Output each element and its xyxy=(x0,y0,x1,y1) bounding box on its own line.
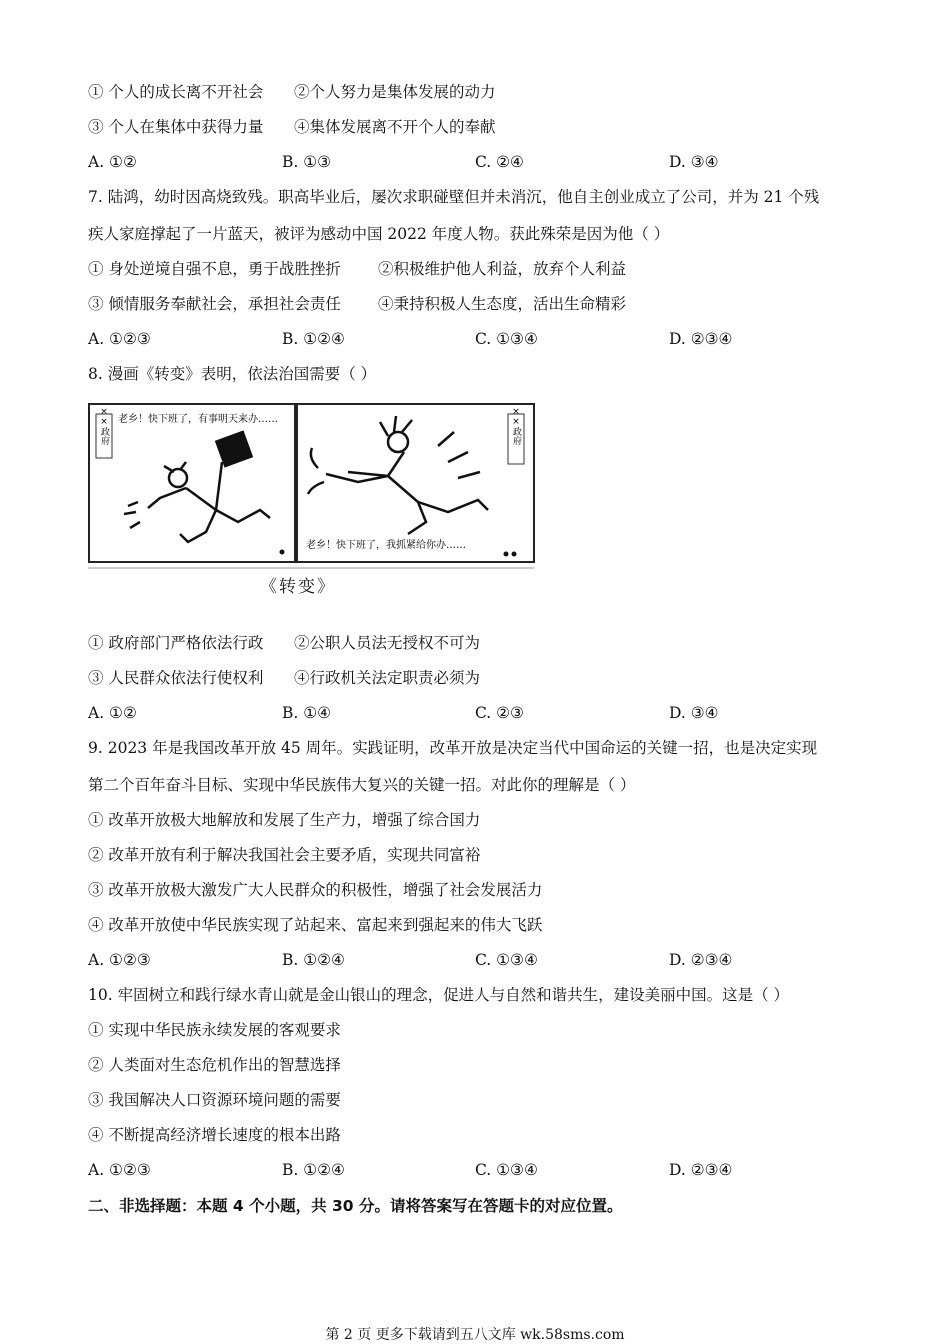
sign-left-text: ××政府 xyxy=(99,407,109,445)
q9-option-b[interactable]: B. ①②④ xyxy=(282,951,345,969)
q9-stem-line2: 第二个百年奋斗目标、实现中华民族伟大复兴的关键一招。对此你的理解是（ ） xyxy=(88,776,636,794)
q9-option-a[interactable]: A. ①②③ xyxy=(88,951,151,969)
q8-option-d[interactable]: D. ③④ xyxy=(669,704,719,722)
q6-statements-row1 xyxy=(88,82,868,102)
q8-options xyxy=(88,703,868,723)
q7-statements-row1 xyxy=(88,259,868,279)
q6-option-d[interactable]: D. ③④ xyxy=(669,153,719,171)
q8-statement-2: ②公职人员法无授权不可为 xyxy=(294,634,481,652)
q10-statement-1: ① 实现中华民族永续发展的客观要求 xyxy=(88,1021,341,1039)
q6-statement-4: ④集体发展离不开个人的奉献 xyxy=(294,118,496,136)
q7-statement-4: ④秉持积极人生态度，活出生命精彩 xyxy=(378,295,627,313)
q8-stem: 8. 漫画《转变》表明，依法治国需要（ ） xyxy=(88,365,377,383)
q10-statement-2: ② 人类面对生态危机作出的智慧选择 xyxy=(88,1056,341,1074)
q10-option-d[interactable]: D. ②③④ xyxy=(669,1161,733,1179)
q8-statements-row1 xyxy=(88,633,868,653)
q8-statement-1: ① 政府部门严格依法行政 xyxy=(88,634,264,652)
q7-stem-line2: 疾人家庭撑起了一片蓝天，被评为感动中国 2022 年度人物。获此殊荣是因为他（ ） xyxy=(88,225,670,243)
q7-option-c[interactable]: C. ①③④ xyxy=(475,330,538,348)
page-footer: 第 2 页 更多下载请到五八文库 wk.58sms.com xyxy=(325,1327,625,1343)
q10-option-b[interactable]: B. ①②④ xyxy=(282,1161,345,1179)
q10-option-a[interactable]: A. ①②③ xyxy=(88,1161,151,1179)
cartoon-caption: 《转变》 xyxy=(260,577,336,597)
q7-option-b[interactable]: B. ①②④ xyxy=(282,330,345,348)
q6-option-b[interactable]: B. ①③ xyxy=(282,153,332,171)
q9-statement-2: ② 改革开放有利于解决我国社会主要矛盾，实现共同富裕 xyxy=(88,846,481,864)
q7-statements-row2 xyxy=(88,294,868,314)
q7-option-d[interactable]: D. ②③④ xyxy=(669,330,733,348)
q6-option-a[interactable]: A. ①② xyxy=(88,153,137,171)
q9-statement-3: ③ 改革开放极大激发广大人民群众的积极性，增强了社会发展活力 xyxy=(88,881,543,899)
q6-statements-row2 xyxy=(88,117,868,137)
q7-statement-1: ① 身处逆境自强不息，勇于战胜挫折 xyxy=(88,260,341,278)
q10-options xyxy=(88,1160,868,1180)
q9-options xyxy=(88,950,868,970)
q10-statement-3: ③ 我国解决人口资源环境问题的需要 xyxy=(88,1091,341,1109)
section-2-heading: 二、非选择题：本题 4 个小题，共 30 分。请将答案写在答题卡的对应位置。 xyxy=(88,1197,623,1215)
q7-option-a[interactable]: A. ①②③ xyxy=(88,330,151,348)
q6-option-c[interactable]: C. ②④ xyxy=(475,153,524,171)
q8-statement-4: ④行政机关法定职责必须为 xyxy=(294,669,481,687)
q7-statement-3: ③ 倾情服务奉献社会，承担社会责任 xyxy=(88,295,341,313)
q10-stem: 10. 牢固树立和践行绿水青山就是金山银山的理念，促进人与自然和谐共生，建设美丽中国。这是（ ） xyxy=(88,986,790,1004)
sign-right-text: ××政府 xyxy=(511,407,521,445)
q6-statement-3: ③ 个人在集体中获得力量 xyxy=(88,118,264,136)
right-speech-text: 老乡！快下班了，我抓紧给你办…… xyxy=(306,540,466,551)
q9-option-c[interactable]: C. ①③④ xyxy=(475,951,538,969)
q10-statement-4: ④ 不断提高经济增长速度的根本出路 xyxy=(88,1126,341,1144)
q8-option-c[interactable]: C. ②③ xyxy=(475,704,524,722)
q9-option-d[interactable]: D. ②③④ xyxy=(669,951,733,969)
q7-options xyxy=(88,329,868,349)
q8-option-b[interactable]: B. ①④ xyxy=(282,704,332,722)
q7-statement-2: ②积极维护他人利益，放弃个人利益 xyxy=(378,260,627,278)
q9-statement-1: ① 改革开放极大地解放和发展了生产力，增强了综合国力 xyxy=(88,811,481,829)
q8-statement-3: ③ 人民群众依法行使权利 xyxy=(88,669,264,687)
q10-option-c[interactable]: C. ①③④ xyxy=(475,1161,538,1179)
cartoon-image xyxy=(88,402,536,598)
cartoon-panel-right xyxy=(297,404,534,562)
q9-stem-line1: 9. 2023 年是我国改革开放 45 周年。实践证明，改革开放是决定当代中国命运的关键一招，也是决定实现 xyxy=(88,739,818,757)
q6-options xyxy=(88,152,868,172)
q8-option-a[interactable]: A. ①② xyxy=(88,704,137,722)
q9-statement-4: ④ 改革开放使中华民族实现了站起来、富起来到强起来的伟大飞跃 xyxy=(88,916,543,934)
q6-statement-2: ②个人努力是集体发展的动力 xyxy=(294,83,496,101)
q7-stem-line1: 7. 陆鸿，幼时因高烧致残。职高毕业后，屡次求职碰壁但并未消沉，他自主创业成立了公司，并为 21 个残 xyxy=(88,188,820,206)
cartoon-panel-left xyxy=(89,404,295,562)
left-speech-text: 老乡！快下班了，有事明天来办…… xyxy=(118,414,278,425)
q8-statements-row2 xyxy=(88,668,868,688)
q6-statement-1: ① 个人的成长离不开社会 xyxy=(88,83,264,101)
